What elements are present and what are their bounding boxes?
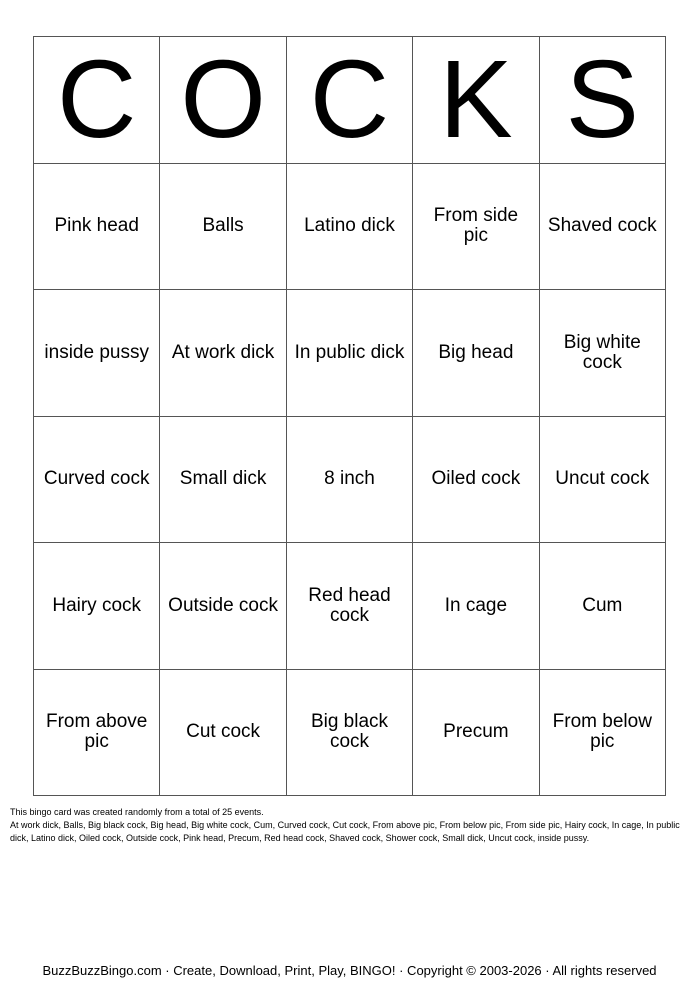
bingo-cell: Balls <box>160 164 286 291</box>
header-letter-4: K <box>413 37 539 164</box>
bingo-cell: Precum <box>413 670 539 797</box>
info-summary: This bingo card was created randomly from a total of 25 events. <box>10 807 264 817</box>
bingo-cell: Uncut cock <box>540 417 666 544</box>
bingo-cell: Latino dick <box>287 164 413 291</box>
header-letter-1: C <box>34 37 160 164</box>
bingo-cell: Big black cock <box>287 670 413 797</box>
header-letter-3: C <box>287 37 413 164</box>
site-footer: BuzzBuzzBingo.com · Create, Download, Print, Play, BINGO! · Copyright © 2003-2026 · All rights reserved <box>42 963 657 978</box>
bingo-cell: Big head <box>413 290 539 417</box>
bingo-cell: Outside cock <box>160 543 286 670</box>
bingo-cell: Cum <box>540 543 666 670</box>
header-letter-5: S <box>540 37 666 164</box>
bingo-cell: Hairy cock <box>34 543 160 670</box>
bingo-cell: From below pic <box>540 670 666 797</box>
bingo-cell: Cut cock <box>160 670 286 797</box>
bingo-cell: Pink head <box>34 164 160 291</box>
bingo-cell: In public dick <box>287 290 413 417</box>
bingo-cell: Small dick <box>160 417 286 544</box>
bingo-cell: From side pic <box>413 164 539 291</box>
bingo-cell: inside pussy <box>34 290 160 417</box>
bingo-card <box>33 36 666 796</box>
bingo-cell: Big white cock <box>540 290 666 417</box>
info-event-list: At work dick, Balls, Big black cock, Big head, Big white cock, Cum, Curved cock, Cut cock, From above pic, From below pic, From side pic, Hairy cock, In cage, In public dick, Latino dick, Oiled cock, Outside cock, Pink head, Precum, Red head cock, Shaved cock, Shower cock, Small dick, Uncut cock, inside pussy. <box>10 820 680 843</box>
bingo-cell: Shaved cock <box>540 164 666 291</box>
card-info <box>10 806 690 845</box>
header-letter-2: O <box>160 37 286 164</box>
bingo-cell: Oiled cock <box>413 417 539 544</box>
bingo-cell: At work dick <box>160 290 286 417</box>
bingo-cell: From above pic <box>34 670 160 797</box>
bingo-cell: Red head cock <box>287 543 413 670</box>
bingo-cell: Curved cock <box>34 417 160 544</box>
bingo-cell: In cage <box>413 543 539 670</box>
bingo-cell: 8 inch <box>287 417 413 544</box>
